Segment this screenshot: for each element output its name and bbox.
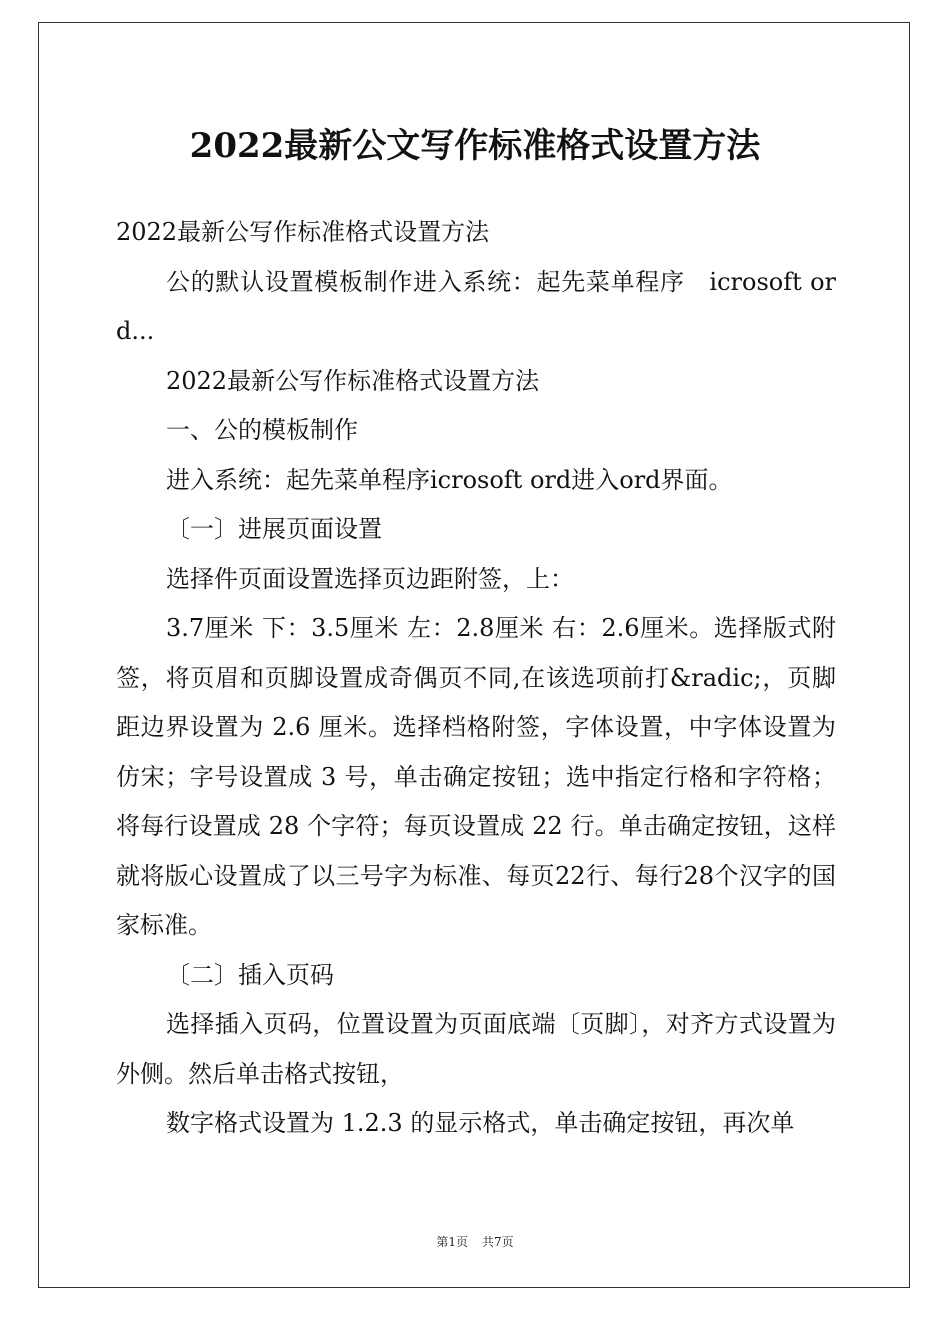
paragraph: 选择插入页码，位置设置为页面底端〔页脚〕，对齐方式设置为外侧。然后单击格式按钮，: [116, 1010, 836, 1088]
paragraph: 选择件页面设置选择页边距附签，上：: [166, 564, 574, 593]
paragraph: 数字格式设置为 1.2.3 的显示格式，单击确定按钮，再次单: [166, 1109, 795, 1137]
page-number: 第1页: [436, 1235, 468, 1249]
document-title: 2022最新公文写作标准格式设置方法: [189, 126, 761, 166]
paragraph: 2022最新公写作标准格式设置方法: [166, 366, 540, 395]
paragraph: 3.7厘米 下：3.5厘米 左：2.8厘米 右：2.6厘米。选择版式附签，将页眉和页脚设置成奇偶页不同,在该选项前打&radic;，页脚距边界设置为 2.6 厘米。选择档格附签，字体设置，中字体设置为仿宋；字号设置成 3 号，单击确定按钮；选中指定行格和字符格；将每行设置成 28 个字符；每页设置成 22 行。单击确定按钮，这样就将版心设置成了以三号字为标准、每页22行、每行28个汉字的国家标准。: [116, 614, 836, 939]
paragraph: 2022最新公写作标准格式设置方法: [116, 218, 490, 246]
page-footer: [0, 1233, 950, 1250]
page-total: 共7页: [482, 1235, 514, 1249]
subsection-heading: 〔二〕插入页码: [166, 960, 334, 989]
subsection-heading: 〔一〕进展页面设置: [166, 515, 382, 543]
paragraph: 进入系统：起先菜单程序icrosoft ord进入ord界面。: [166, 465, 733, 494]
document-body: [116, 208, 836, 1149]
paragraph: 公的默认设置模板制作进入系统：起先菜单程序 icrosoft ord...: [116, 267, 836, 345]
section-heading: 一、公的模板制作: [166, 416, 358, 444]
